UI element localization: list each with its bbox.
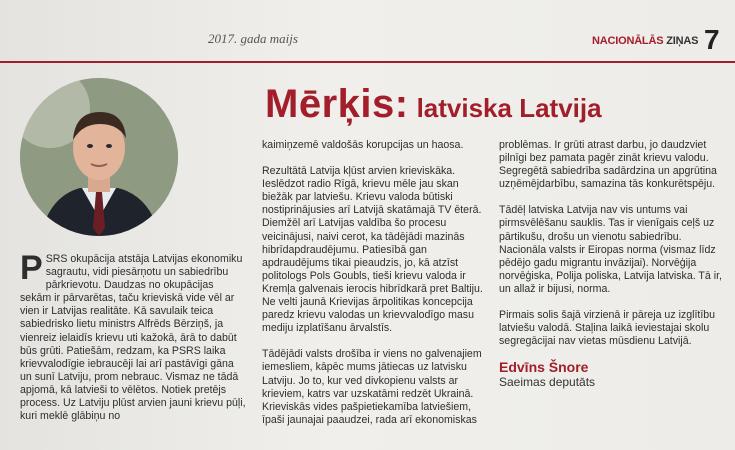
author-portrait-icon [20,78,178,236]
paragraph: problēmas. Ir grūti atrast darbu, jo daudzviet pilnīgi bez pamata pagēr zināt krievu valodu. Segregētā sabiedrība sadārdzina un apgrūtina uzņēmējdarbību, samazina tās konkurētspēju. [499,139,717,191]
section-name [592,35,698,47]
paragraph: kaimiņzemē valdošās korupcijas un haosa. [262,139,464,151]
paragraph-text: SRS okupācija atstāja Latvijas ekonomiku sagrautu, vidi piesārņotu un sabiedrību pārkrievotu. Daudzas no okupācijas sekām ir pārvarētas, taču krieviskā vide vēl ar vien ir Latvijas realitāte. Kā savulaik teica sabiedrisko lietu ministrs Alfrēds Bērziņš, ja vienreiz ielaidīs krievu uti kažokā, ārā to dabūt būs grūti. Patiešām, redzam, ka PSRS laika krievvalodīgie iebraucēji lai arī pastāvīgi gāna un sunī Latviju, prom nebrauc. Vismaz ne tādā apjomā, kā latvieši to vēlētos. Notiek pretējs process. Uz Latviju plūst arvien jauni krievu pūļi, kuri meklē glābiņu no [20,253,246,423]
paragraph: Rezultātā Latvija kļūst arvien krieviskāka. Ieslēdzot radio Rīgā, krievu mēle jau skan biežāk par latviešu. Krievu valoda būtiski nostiprinājusies arī Latvijā skatāmajā TV ēterā. Diemžēl arī Latvijas valdība šo procesu veicinājusi, naivi cerot, ka tādējādi mazinās hibrīdapdraudējumu. Patiesībā gan apdraudējums tikai pieaudzis, jo, kā atzīst politologs Pols Goubls, tieši krievu valoda ir Kremļa galvenais ierocis hibrīdkarā pret Baltiju. Ne velti jaunā Krievijas ārpolitikas koncepcija paredz krievu valodas un krievvalodīgo masu mediju izplatīšanu ārvalstīs. [262,165,483,335]
paragraph [20,249,247,423]
section-name-part2: ZIŅAS [663,35,699,47]
column-1 [20,249,247,436]
section-name-part1: NACIONĀLĀS [592,35,664,47]
article-title [265,82,602,127]
column-3 [499,139,724,390]
paragraph: Pirmais solis šajā virzienā ir pāreja uz izglītību latviešu valodā. Staļina laikā ieviestajai skolu segregācijai nav vietas mūsdienu Latvijā. [499,309,716,348]
page-number: 7 [704,24,720,55]
article-title-sub: latviska Latvija [416,93,602,123]
drop-cap: P [20,249,43,287]
author-name: Edvīns Šnore [499,359,589,376]
column-2 [262,139,486,440]
header-divider [0,61,735,63]
paragraph: Tādēļ latviska Latvija nav vis untums vai pirmsvēlēšanu sauklis. Tas ir vienīgais ceļš uz pārtikušu, drošu un vienotu sabiedrību. Nacionāla valsts ir Eiropas norma (vismaz līdz pēdējo gadu migrantu invāzijai). Norvēģija norvēģiska, Polija poliska, Latvija latviska. Tā ir, un allaž ir bijusi, norma. [499,204,722,295]
article-title-main: Mērķis: [265,82,409,126]
paragraph: Tādējādi valsts drošība ir viens no galvenajiem iemesliem, kāpēc mums jātiecas uz latvisku Latviju. Jo to, kur ved divkopienu valsts ar krieviem, katrs var uzskatāmi redzēt Ukrainā. Krieviskās vides pašpietiekamība latviešiem, īpaši jaunajai paaudzei, rada arī ekonomiskas [262,348,482,426]
author-role: Saeimas deputāts [499,375,596,390]
issue-date: 2017. gada maijs [208,31,298,46]
